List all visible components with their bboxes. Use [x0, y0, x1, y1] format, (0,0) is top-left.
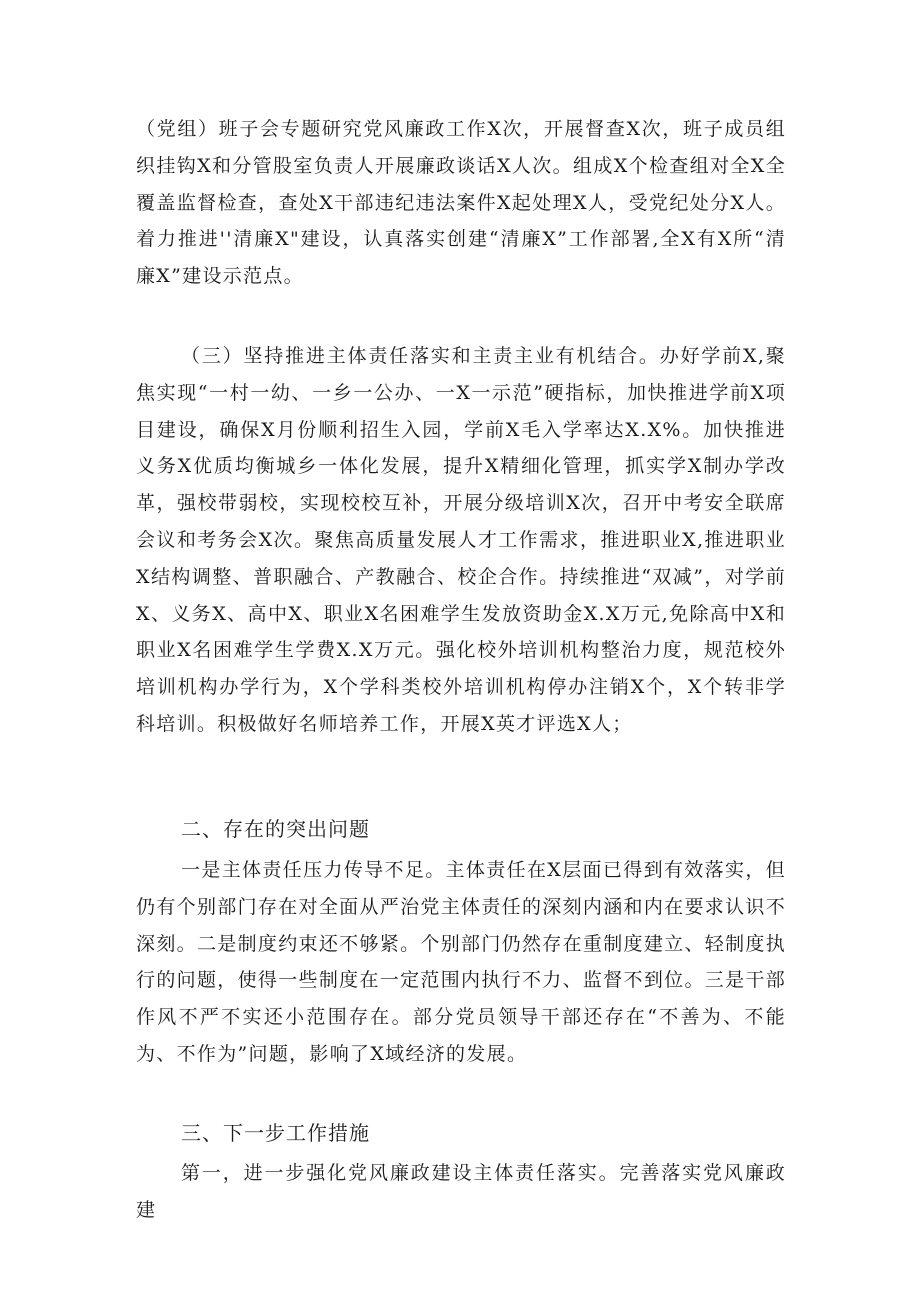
heading-outstanding-problems: 二、存在的突出问题 [181, 817, 370, 841]
paragraph-problems: 一是主体责任压力传导不足。主体责任在X层面已得到有效落实，但仍有个别部门存在对全面从严治党主体责任的深刻内涵和内在要求认识不深刻。二是制度约束还不够紧。个别部门仍然存在重制度建立、轻制度执行的问题，使得一些制度在一定范围内执行不力、监督不到位。三是干部作风不严不实还小范围存在。部分党员领导干部还存在“不善为、不能为、不作为”问题，影响了X域经济的发展。 [136, 859, 786, 1065]
paragraph-section-three-education: （三）坚持推进主体责任落实和主责主业有机结合。办好学前X,聚焦实现“一村一幼、一乡一公办、一X一示范”硬指标，加快推进学前X项目建设，确保X月份顺利招生入园，学前X毛入学率达X.X%。加快推进义务X优质均衡城乡一体化发展，提升X精细化管理，抓实学X制办学改革，强校带弱校，实现校校互补，开展分级培训X次，召开中考安全联席会议和考务会X次。聚焦高质量发展人才工作需求，推进职业X,推进职业X结构调整、普职融合、产教融合、校企合作。持续推进“双减”，对学前X、义务X、高中X、职业X名困难学生发放资助金X.X万元,免除高中X和职业X名困难学生学费X.X万元。强化校外培训机构整治力度，规范校外培训机构办学行为，X个学科类校外培训机构停办注销X个，X个转非学科培训。积极做好名师培养工作，开展X英才评选X人； [136, 345, 786, 735]
paragraph-supervision-summary: （党组）班子会专题研究党风廉政工作X次，开展督查X次，班子成员组织挂钩X和分管股室负责人开展廉政谈话X人次。组成X个检查组对全X全覆盖监督检查，查处X干部违纪违法案件X起处理X人，受党纪处分X人。着力推进''清廉X"建设，认真落实创建“清廉X”工作部署,全X有X所“清廉X”建设示范点。 [136, 118, 786, 288]
heading-next-steps: 三、下一步工作措施 [181, 1121, 370, 1145]
paragraph-next-steps-first: 第一，进一步强化党风廉政建设主体责任落实。完善落实党风廉政建 [136, 1162, 786, 1221]
